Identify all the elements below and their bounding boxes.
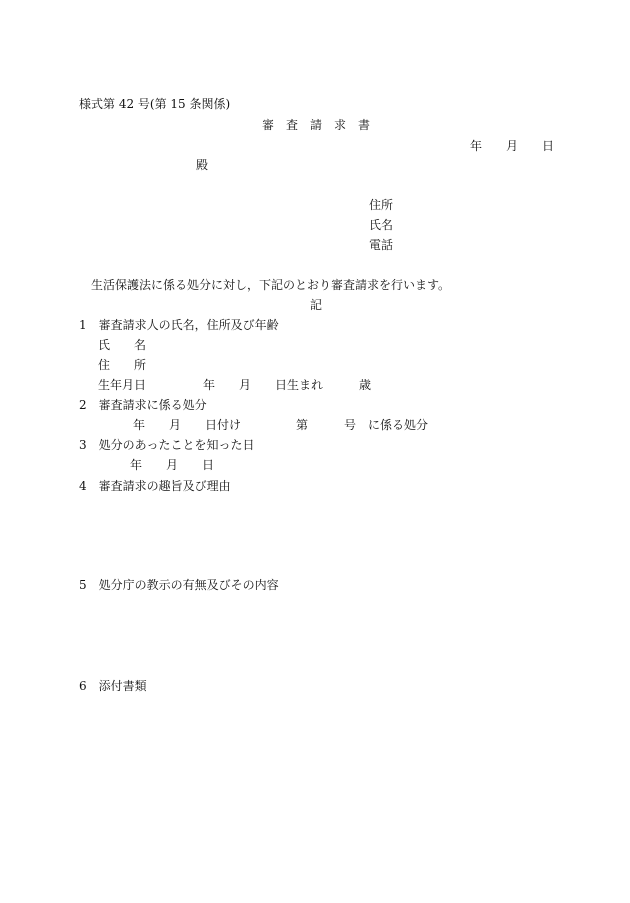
section-1-heading: 1 審査請求人の氏名，住所及び年齢 <box>79 318 279 332</box>
document-title: 審 査 請 求 書 <box>262 118 371 132</box>
section-5-heading: 5 処分庁の教示の有無及びその内容 <box>79 578 279 592</box>
section-3-heading: 3 処分のあったことを知った日 <box>79 438 255 452</box>
date-line: 年 月 日 <box>470 139 555 153</box>
section-6-heading: 6 添付書類 <box>79 679 147 693</box>
section-1-birth-line: 年 月 日生まれ 歳 <box>203 378 372 392</box>
section-3-date: 年 月 日 <box>130 458 215 472</box>
section-2-detail-number: 第 号 に係る処分 <box>296 418 429 432</box>
section-1-birth-label: 生年月日 <box>98 378 147 392</box>
intro-text: 生活保護法に係る処分に対し，下記のとおり審査請求を行います。 <box>91 278 451 292</box>
applicant-name-label: 氏名 <box>369 218 394 232</box>
section-2-heading: 2 審査請求に係る処分 <box>79 398 207 412</box>
section-4-heading: 4 審査請求の趣旨及び理由 <box>79 479 231 493</box>
section-1-address-label: 住 所 <box>98 358 147 372</box>
applicant-address-label: 住所 <box>369 198 394 212</box>
form-number: 様式第 42 号(第 15 条関係) <box>79 97 231 111</box>
applicant-phone-label: 電話 <box>369 238 394 252</box>
section-2-detail-date: 年 月 日付け <box>133 418 242 432</box>
ki-heading: 記 <box>310 298 323 312</box>
addressee-suffix: 殿 <box>196 158 209 172</box>
section-1-name-label: 氏 名 <box>98 338 147 352</box>
